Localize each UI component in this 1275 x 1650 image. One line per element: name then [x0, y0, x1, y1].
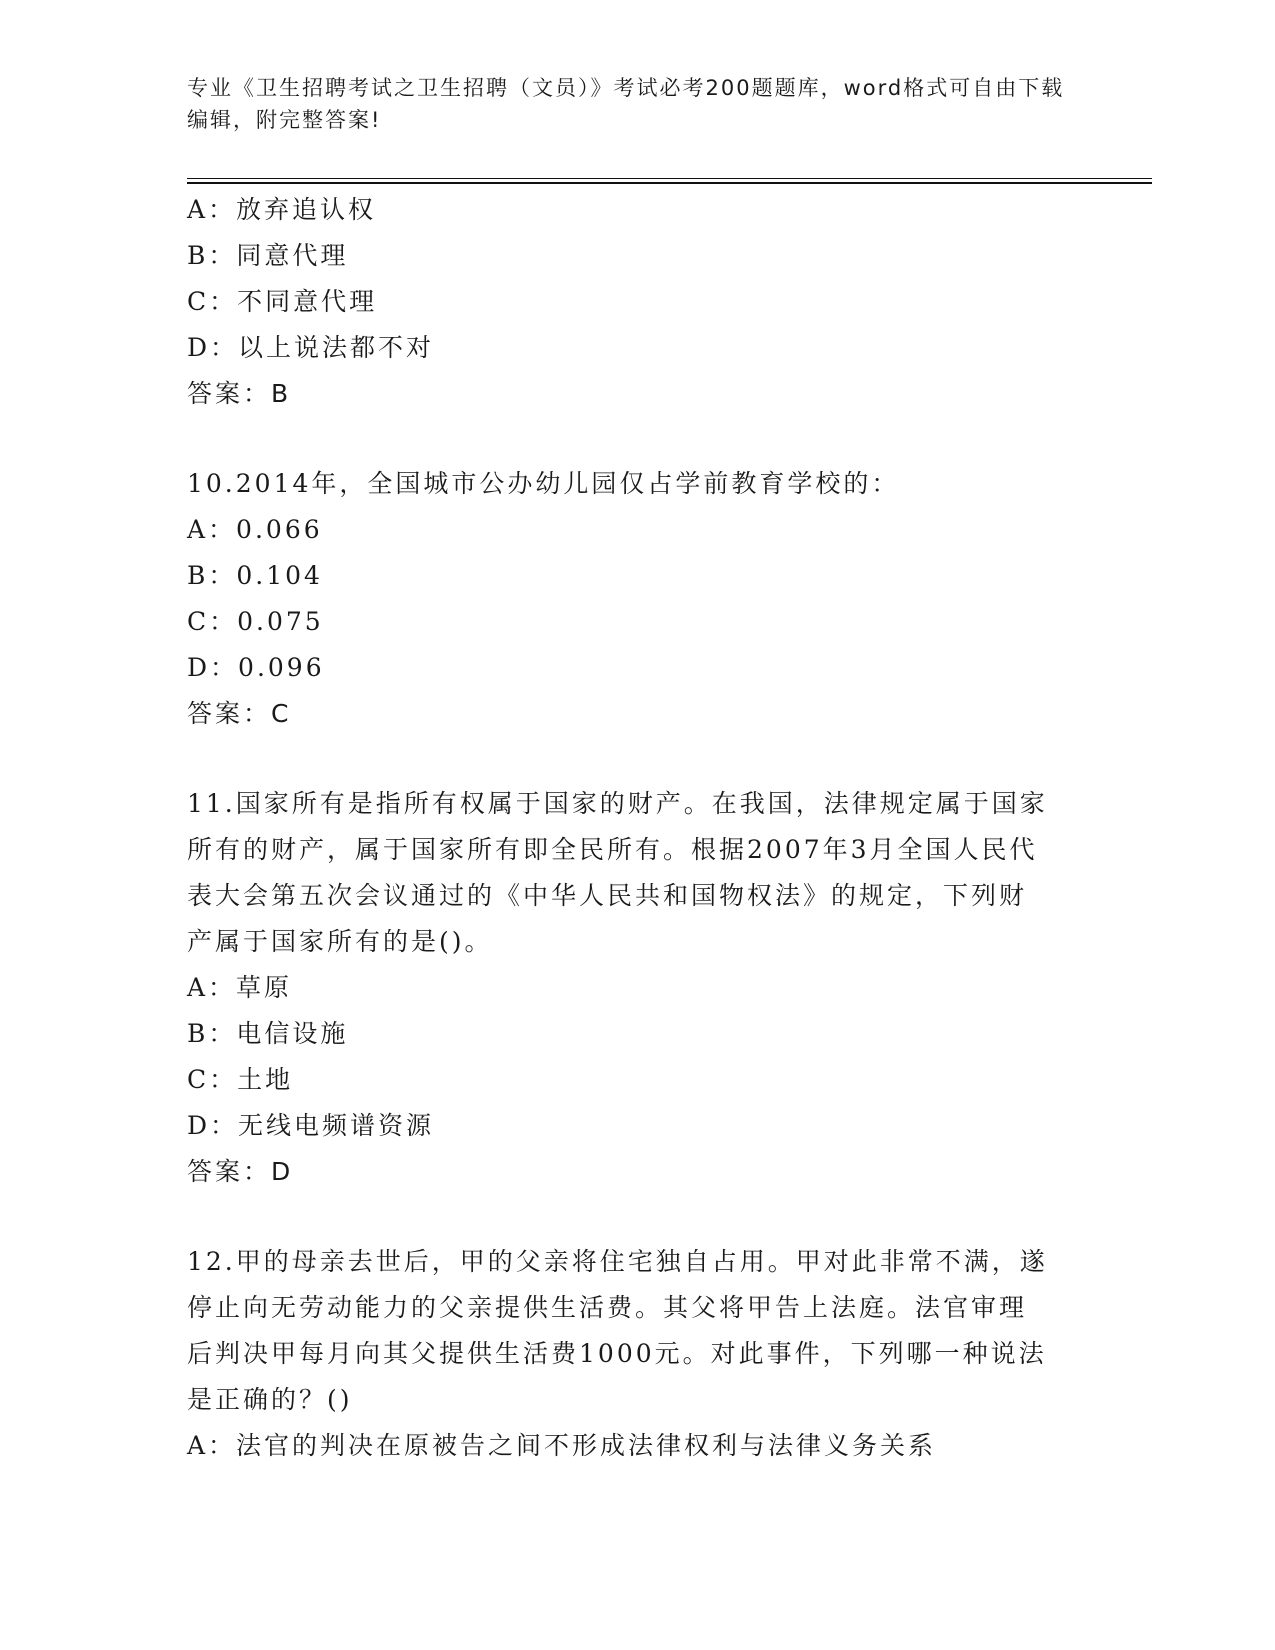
option-d: D：以上说法都不对: [187, 333, 435, 362]
option-b: B：同意代理: [187, 241, 349, 270]
answer-line: 答案：C: [187, 699, 292, 728]
answer-line: 答案：D: [187, 1157, 294, 1186]
option-b: B：电信设施: [187, 1019, 349, 1048]
question-12-text-line: 后判决甲每月向其父提供生活费1000元。对此事件，下列哪一种说法: [187, 1339, 1047, 1368]
question-11-text-line: 产属于国家所有的是()。: [187, 927, 493, 956]
option-c: C：不同意代理: [187, 287, 378, 316]
answer-line: 答案：B: [187, 379, 292, 408]
option-a: A：0.066: [187, 515, 323, 544]
question-12-text-line: 停止向无劳动能力的父亲提供生活费。其父将甲告上法庭。法官审理: [187, 1293, 1028, 1322]
option-c: C：土地: [187, 1065, 294, 1094]
question-11-text-line: 所有的财产，属于国家所有即全民所有。根据2007年3月全国人民代: [187, 835, 1038, 864]
option-a: A：草原: [187, 973, 293, 1002]
document-header: 专业《卫生招聘考试之卫生招聘（文员）》考试必考200题题库，word格式可自由下载编辑，附完整答案!: [187, 76, 1065, 132]
question-list: [187, 187, 1087, 1469]
option-d: D：0.096: [187, 653, 325, 682]
option-d: D：无线电频谱资源: [187, 1111, 435, 1140]
question-10-text: 10.2014年，全国城市公办幼儿园仅占学前教育学校的：: [187, 469, 900, 498]
question-11-text-line: 11.国家所有是指所有权属于国家的财产。在我国，法律规定属于国家: [187, 789, 1048, 818]
option-a: A：法官的判决在原被告之间不形成法律权利与法律义务关系: [187, 1431, 937, 1460]
question-12-text-line: 12.甲的母亲去世后，甲的父亲将住宅独自占用。甲对此非常不满，遂: [187, 1247, 1048, 1276]
question-12-text-line: 是正确的？(): [187, 1385, 353, 1414]
option-b: B：0.104: [187, 561, 323, 590]
option-a: A：放弃追认权: [187, 195, 377, 224]
header-rule-thin: [187, 178, 1152, 179]
question-11-text-line: 表大会第五次会议通过的《中华人民共和国物权法》的规定，下列财: [187, 881, 1028, 910]
option-c: C：0.075: [187, 607, 324, 636]
header-rule-thick: [187, 182, 1152, 184]
